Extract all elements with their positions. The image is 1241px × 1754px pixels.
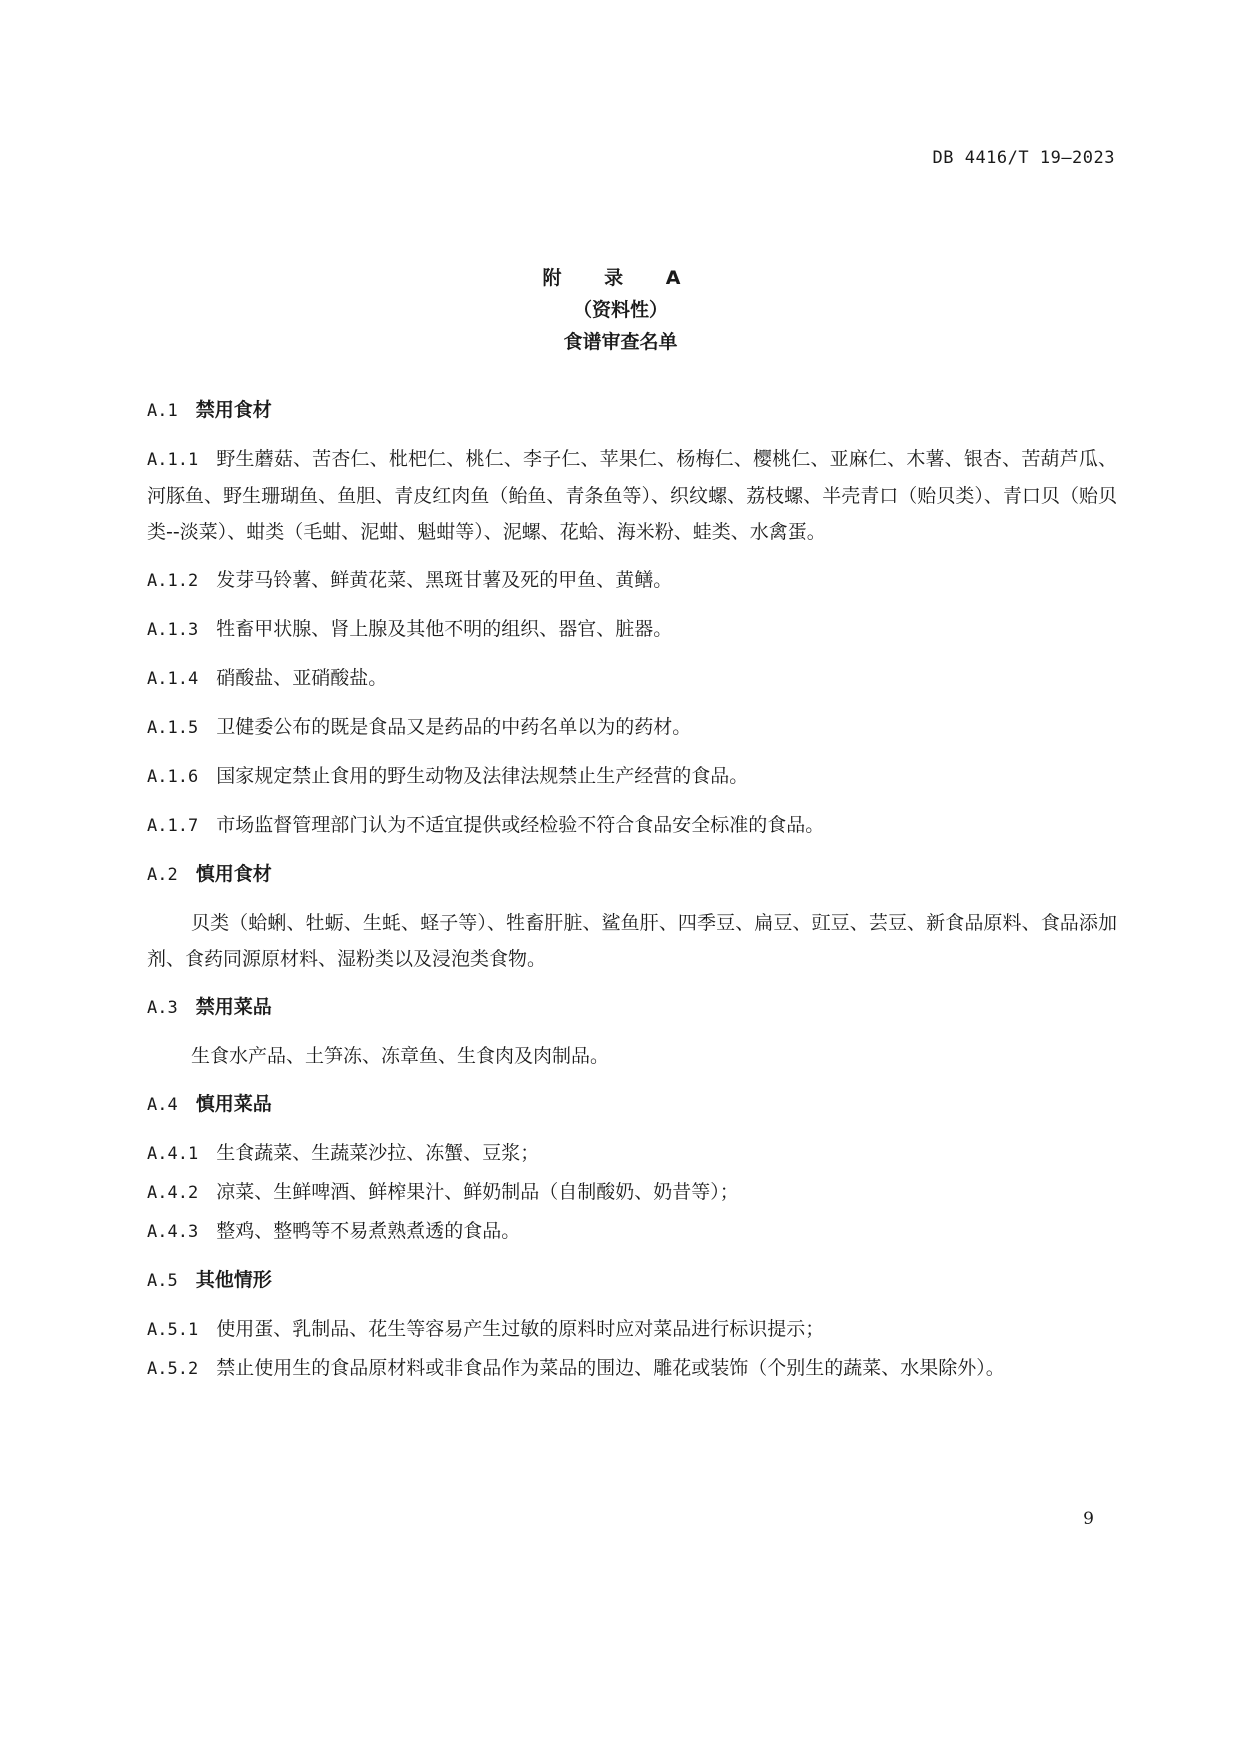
clause-number: A.4.3 bbox=[147, 1222, 199, 1242]
clause-text: 生食蔬菜、生蔬菜沙拉、冻蟹、豆浆； bbox=[216, 1142, 540, 1164]
clause-a5-1 bbox=[147, 1311, 1117, 1348]
document-body bbox=[147, 380, 1117, 1387]
clause-text: 使用蛋、乳制品、花生等容易产生过敏的原料时应对菜品进行标识提示； bbox=[216, 1318, 825, 1340]
clause-number: A.1.2 bbox=[147, 571, 199, 591]
clause-text: 市场监督管理部门认为不适宜提供或经检验不符合食品安全标准的食品。 bbox=[216, 814, 825, 836]
document-code: DB 4416/T 19—2023 bbox=[932, 148, 1115, 168]
clause-a1-1 bbox=[147, 441, 1117, 550]
section-title: 禁用食材 bbox=[195, 399, 272, 421]
section-a2-text: 贝类（蛤蜊、牡蛎、生蚝、蛏子等）、牲畜肝脏、鲨鱼肝、四季豆、扁豆、豇豆、芸豆、新食品原料、食品添加剂、食药同源原材料、湿粉类以及浸泡类食物。 bbox=[147, 912, 1117, 970]
appendix-nature: （资料性） bbox=[572, 299, 668, 321]
clause-text: 禁止使用生的食品原材料或非食品作为菜品的围边、雕花或装饰（个别生的蔬菜、水果除外）。 bbox=[216, 1357, 1005, 1379]
section-heading-a2 bbox=[147, 856, 1117, 893]
section-number: A.3 bbox=[147, 998, 178, 1018]
appendix-title: 附 录 A bbox=[542, 267, 699, 289]
section-number: A.5 bbox=[147, 1271, 178, 1291]
clause-number: A.1.1 bbox=[147, 450, 199, 470]
clause-a4-3 bbox=[147, 1213, 1117, 1250]
clause-a1-4 bbox=[147, 660, 1117, 697]
section-heading-a3 bbox=[147, 989, 1117, 1026]
clause-number: A.1.7 bbox=[147, 816, 199, 836]
section-heading-a1 bbox=[147, 392, 1117, 429]
section-number: A.1 bbox=[147, 401, 178, 421]
section-a3-text: 生食水产品、土笋冻、冻章鱼、生食肉及肉制品。 bbox=[191, 1045, 610, 1067]
section-title: 禁用菜品 bbox=[195, 996, 272, 1018]
clause-a1-7 bbox=[147, 807, 1117, 844]
section-title: 慎用食材 bbox=[195, 863, 272, 885]
clause-number: A.1.6 bbox=[147, 767, 199, 787]
section-number: A.2 bbox=[147, 865, 178, 885]
clause-text: 凉菜、生鲜啤酒、鲜榨果汁、鲜奶制品（自制酸奶、奶昔等）； bbox=[216, 1181, 739, 1203]
clause-number: A.4.1 bbox=[147, 1144, 199, 1164]
clause-a4-1 bbox=[147, 1135, 1117, 1172]
section-title: 慎用菜品 bbox=[195, 1093, 272, 1115]
appendix-name: 食谱审查名单 bbox=[563, 331, 678, 353]
clause-number: A.5.2 bbox=[147, 1359, 199, 1379]
clause-a4-2 bbox=[147, 1174, 1117, 1211]
clause-text: 发芽马铃薯、鲜黄花菜、黑斑甘薯及死的甲鱼、黄鳝。 bbox=[216, 569, 673, 591]
section-title: 其他情形 bbox=[195, 1269, 272, 1291]
clause-a1-5 bbox=[147, 709, 1117, 746]
section-number: A.4 bbox=[147, 1095, 178, 1115]
clause-text: 整鸡、整鸭等不易煮熟煮透的食品。 bbox=[216, 1220, 521, 1242]
clause-text: 野生蘑菇、苦杏仁、枇杷仁、桃仁、李子仁、苹果仁、杨梅仁、樱桃仁、亚麻仁、木薯、银杏、苦葫芦瓜、河豚鱼、野生珊瑚鱼、鱼胆、青皮红肉鱼（鲐鱼、青条鱼等）、织纹螺、荔枝螺、半壳青口（贻贝类）、青口贝（贻贝类--淡菜）、蚶类（毛蚶、泥蚶、魁蚶等）、泥螺、花蛤、海米粉、蛙类、水禽蛋。 bbox=[147, 448, 1117, 543]
clause-number: A.1.4 bbox=[147, 669, 199, 689]
clause-a5-2 bbox=[147, 1350, 1117, 1387]
clause-a1-6 bbox=[147, 758, 1117, 795]
clause-text: 牲畜甲状腺、肾上腺及其他不明的组织、器官、脏器。 bbox=[216, 618, 673, 640]
appendix-title-block bbox=[0, 262, 1241, 358]
clause-text: 卫健委公布的既是食品又是药品的中药名单以为的药材。 bbox=[216, 716, 692, 738]
clause-number: A.4.2 bbox=[147, 1183, 199, 1203]
section-heading-a5 bbox=[147, 1262, 1117, 1299]
clause-number: A.1.3 bbox=[147, 620, 199, 640]
section-heading-a4 bbox=[147, 1086, 1117, 1123]
page-number: 9 bbox=[1083, 1509, 1094, 1529]
clause-number: A.1.5 bbox=[147, 718, 199, 738]
clause-a1-2 bbox=[147, 562, 1117, 599]
clause-text: 硝酸盐、亚硝酸盐。 bbox=[216, 667, 388, 689]
clause-number: A.5.1 bbox=[147, 1320, 199, 1340]
clause-a1-3 bbox=[147, 611, 1117, 648]
clause-text: 国家规定禁止食用的野生动物及法律法规禁止生产经营的食品。 bbox=[216, 765, 749, 787]
